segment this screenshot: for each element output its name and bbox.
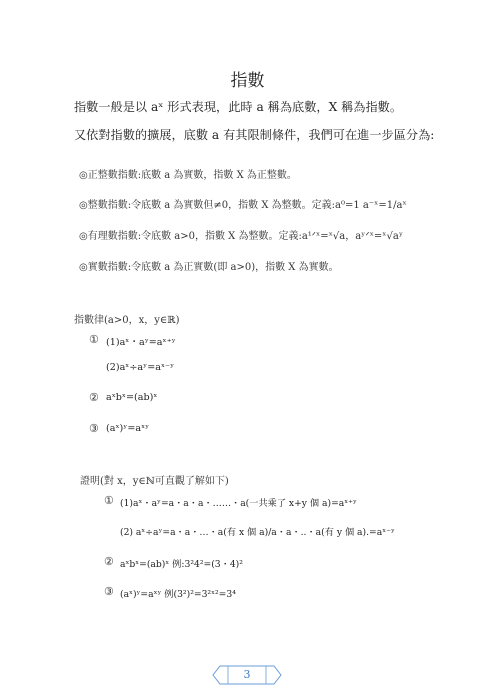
law-3-marker: ③ bbox=[89, 422, 99, 435]
law-3-text: (aˣ)ʸ=aˣʸ bbox=[106, 423, 150, 434]
page-title: 指數 bbox=[230, 71, 265, 91]
law-2-text: aˣbˣ=(ab)ˣ bbox=[106, 392, 158, 403]
proof-1-marker: ① bbox=[104, 494, 114, 507]
proof-3-marker: ③ bbox=[104, 585, 114, 598]
law-2-marker: ② bbox=[89, 391, 99, 404]
law-1-marker: ① bbox=[89, 333, 99, 346]
definition-positive-integer-exponent: ◎正整數指數:底數 a 為實數，指數 X 為正整數。 bbox=[79, 170, 297, 181]
definition-rational-exponent: ◎有理數指數:令底數 a>0，指數 X 為整數。定義:a¹ᐟˣ=ˣ√a，aʸᐟˣ=ˣ√aʸ bbox=[79, 231, 404, 242]
laws-heading: 指數律(a>0，x，y∈ℝ) bbox=[74, 315, 180, 326]
definition-real-exponent: ◎實數指數:令底數 a 為正實數(即 a>0)，指數 X 為實數。 bbox=[79, 262, 339, 273]
page-number-footer bbox=[212, 665, 282, 685]
proof-1-text: (1)aˣ・aʸ=a・a・a・……・a(一共乘了 x+y 個 a)=aˣ⁺ʸ bbox=[120, 498, 357, 509]
law-1b-text: (2)aˣ÷aʸ=aˣ⁻ʸ bbox=[106, 362, 175, 373]
intro-line-2: 又依對指數的擴展，底數 a 有其限制條件，我們可在進一步區分為: bbox=[74, 128, 435, 142]
page-number: 3 bbox=[243, 668, 251, 681]
definition-integer-exponent: ◎整數指數:令底數 a 為實數但≠0，指數 X 為整數。定義:a⁰=1 a⁻ˣ=1/aˣ bbox=[79, 200, 407, 211]
intro-line-1: 指數一般是以 aˣ 形式表現，此時 a 稱為底數，X 稱為指數。 bbox=[74, 100, 403, 114]
proof-heading: 證明(對 x，y∈ℕ可直觀了解如下) bbox=[80, 476, 229, 487]
proof-3-text: (aˣ)ʸ=aˣʸ 例(3²)²=3²ˣ²=3⁴ bbox=[120, 589, 236, 600]
law-1-text: (1)aˣ・aʸ=aˣ⁺ʸ bbox=[106, 337, 176, 348]
proof-2-marker: ② bbox=[104, 555, 114, 568]
proof-2-text: aˣbˣ=(ab)ˣ 例:3²4²=(3・4)² bbox=[120, 559, 243, 570]
proof-1b-text: (2) aˣ÷aʸ=a・a・…・a(有 x 個 a)/a・a・..・a(有 y 個 a).=aˣ⁻ʸ bbox=[120, 527, 395, 538]
